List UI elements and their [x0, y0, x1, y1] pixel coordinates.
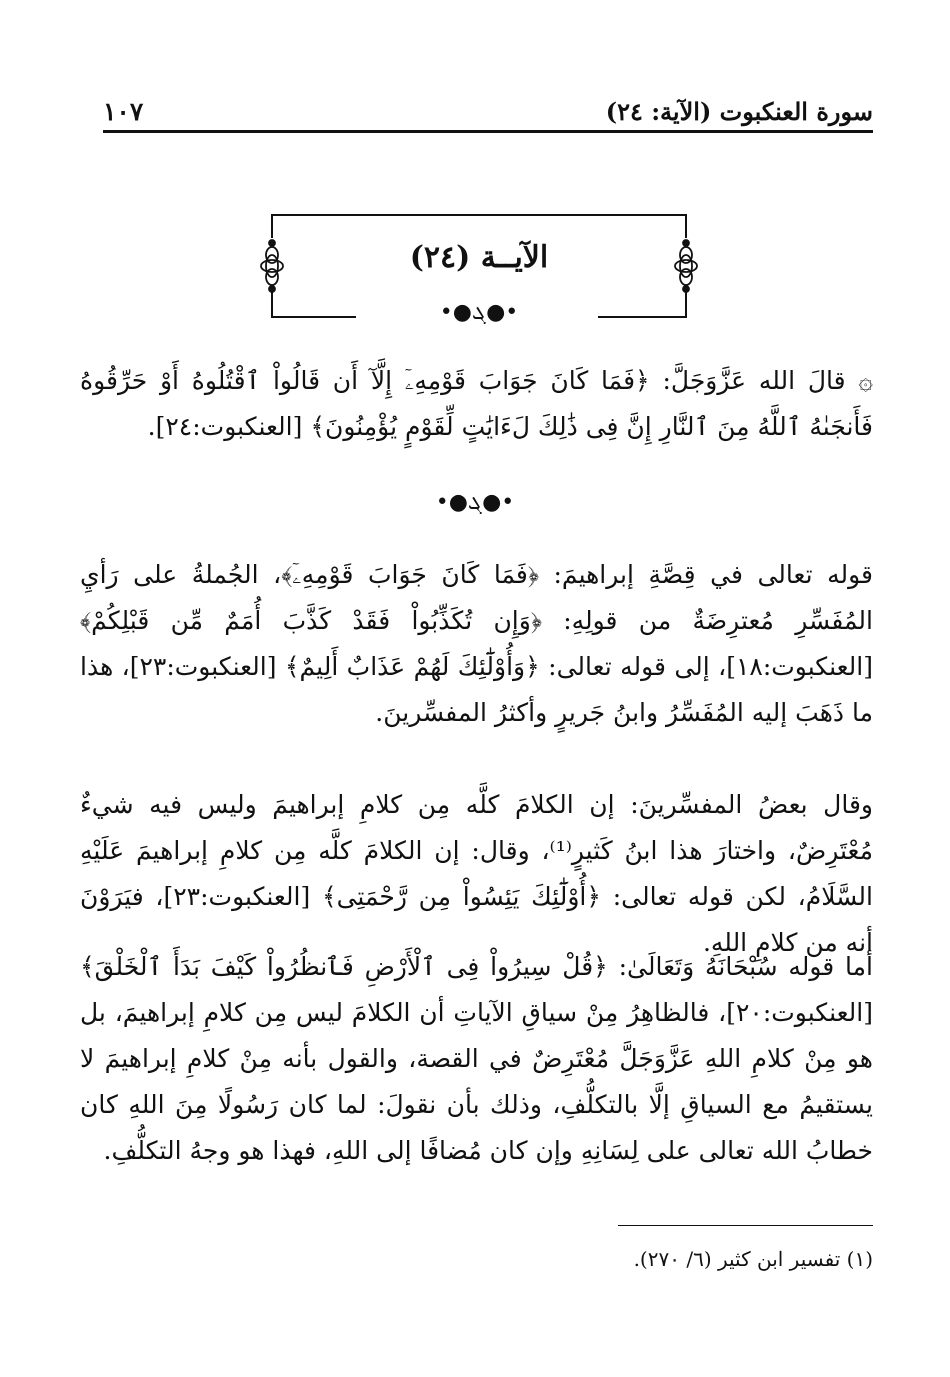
section-separator-ornament: •●ܓ●• — [435, 490, 515, 515]
footnote: (١) تفسير ابن كثير (٦/ ٢٧٠). — [633, 1247, 873, 1271]
ayah-heading-frame — [258, 210, 700, 335]
commentary-paragraph-1: قوله تعالى في قِصَّةِ إبراهيمَ: ﴿فَمَا كَانَ جَوَابَ قَوْمِهِۦٓ﴾، الجُملةُ على رَأيِ المُفَسِّرِ مُعترِضَةٌ من قولِهِ: ﴿وَإِن تُكَذِّبُواْ فَقَدْ كَذَّبَ أُمَمٌ مِّن قَبْلِكُمْ﴾ [العنكبوت:١٨]، إلى قوله تعالى: ﴿وَأُوْلَٰٓئِكَ لَهُمْ عَذَابٌ أَلِيمٌ﴾ [العنكبوت:٢٣]، هذا ما ذَهَبَ إليه المُفَسِّرُ وابنُ جَريرٍ وأكثرُ المفسِّرينَ. — [80, 560, 873, 727]
commentary-paragraph-3: أما قوله سُبْحَانَهُ وَتَعَالَىٰ: ﴿قُلْ سِيرُواْ فِى ٱلْأَرْضِ فَٱنظُرُواْ كَيْفَ بَدَأَ ٱلْخَلْقَ﴾ [العنكبوت:٢٠]، فالظاهِرُ مِنْ سياقِ الآياتِ أن الكلامَ ليس مِن كلامِ إبراهيمَ، بل هو مِنْ كلامِ اللهِ عَزَّوَجَلَّ مُعْتَرِضٌ في القصة، والقول بأنه مِنْ كلامِ إبراهيمَ لا يستقيمُ مع السياقِ إلَّا بالتكلُّفِ، وذلك بأن نقولَ: لما كان رَسُولًا مِنَ اللهِ كان خطابُ الله تعالى على لِسَانِهِ وإن كان مُضافًا إلى اللهِ، فهذا هو وجهُ التكلُّفِ. — [80, 952, 873, 1165]
surah-header-title: سورة العنكبوت (الآية: ٢٤) — [605, 97, 873, 126]
page-number: ١٠٧ — [103, 97, 144, 126]
ayah-number-heading: الآيــة (٢٤) — [409, 240, 549, 275]
heading-divider-ornament: •●ܓ●• — [439, 300, 519, 325]
footnote-rule — [618, 1225, 873, 1226]
running-header — [103, 78, 873, 133]
quran-verse-quote: ۞ قالَ الله عَزَّوَجَلَّ: ﴿فَمَا كَانَ جَوَابَ قَوْمِهِۦٓ إِلَّآ أَن قَالُواْ ٱقْتُلُوهُ أَوْ حَرِّقُوهُ فَأَنجَىٰهُ ٱللَّهُ مِنَ ٱلنَّارِ إِنَّ فِى ذَٰلِكَ لَءَايَٰتٍ لِّقَوْمٍ يُؤْمِنُونَ﴾ [العنكبوت:٢٤]. — [80, 366, 873, 441]
commentary-paragraph-2: وقال بعضُ المفسِّرينَ: إن الكلامَ كلَّه مِن كلامِ إبراهيمَ وليس فيه شيءٌ مُعْتَرِضٌ، واختارَ هذا ابنُ كَثيرٍ⁽¹⁾، وقال: إن الكلامَ كلَّه مِن كلامِ إبراهيمَ عَلَيْهِ السَّلَامُ، لكن قوله تعالى: ﴿أُوْلَٰٓئِكَ يَئِسُواْ مِن رَّحْمَتِى﴾ [العنكبوت:٢٣]، فيَرَوْنَ أنه من كلامِ اللهِ. — [80, 790, 874, 957]
